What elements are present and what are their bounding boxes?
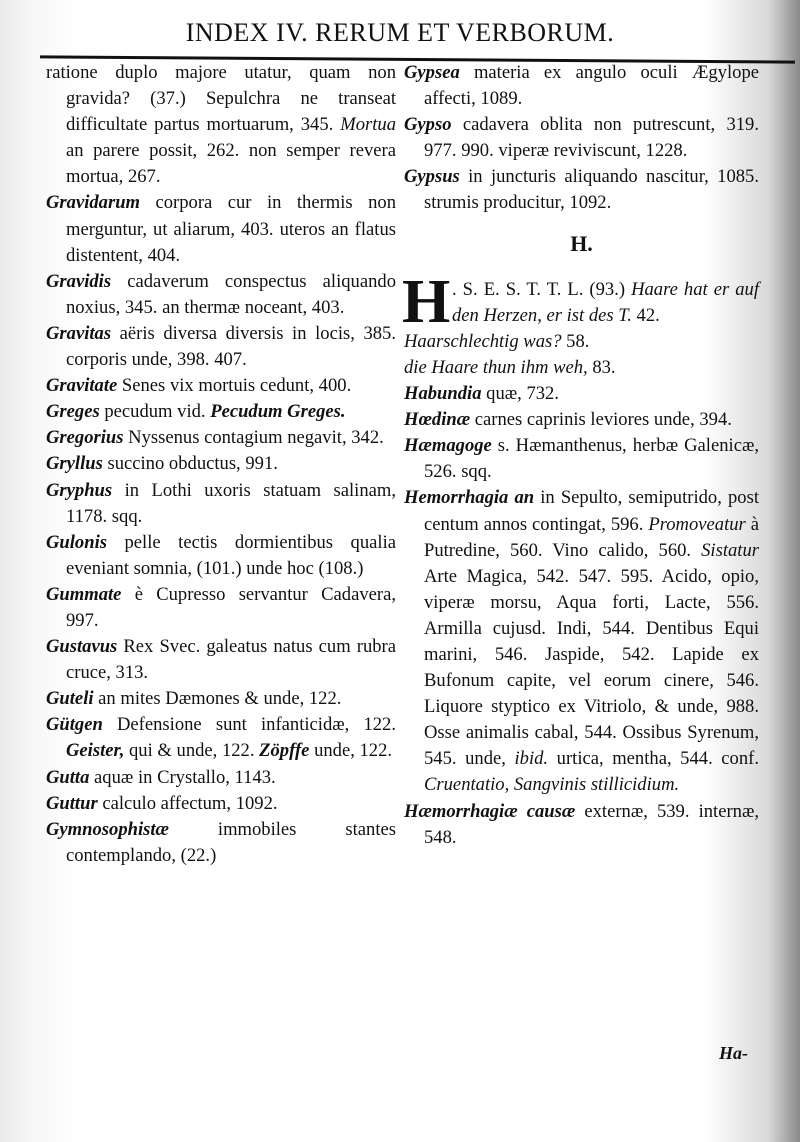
entry-italic-text: Cruentatio, Sangvinis stillicidium.	[424, 774, 680, 796]
right-top-entries	[404, 60, 759, 217]
entry-text: ratione duplo majore utatur, quam non gravida? (37.) Sepulchra ne transeat difficultate partus mortuarum, 345.	[46, 62, 396, 136]
entry-italic-text: Promoveatur	[648, 513, 746, 535]
entry-text: an parere possit, 262. non semper revera mortua, 267.	[66, 140, 396, 188]
index-entry	[46, 269, 396, 321]
index-entry	[404, 381, 759, 407]
entry-headword: Gypsea	[404, 62, 460, 83]
index-entry	[46, 817, 396, 869]
entry-headword: Zöpffe	[259, 740, 310, 762]
entry-text: Rex Svec. galeatus natus cum rubra cruce, 313.	[66, 636, 396, 684]
entry-text: aquæ in Crystallo, 1143.	[89, 766, 276, 788]
right-column	[404, 60, 759, 851]
entry-text: à Putredine, 560. Vino calido, 560.	[424, 513, 759, 561]
entry-headword: Gravidarum	[46, 192, 141, 214]
entry-headword: Greges	[46, 401, 100, 423]
entry-headword: Hæmagoge	[404, 435, 492, 457]
index-entry	[404, 112, 759, 164]
entry-headword: Gustavus	[46, 636, 118, 658]
entry-text: aëris diversa diversis in locis, 385. corporis unde, 398. 407.	[66, 322, 396, 371]
entry-headword: Gravitate	[46, 375, 118, 397]
index-entry	[46, 478, 396, 530]
entry-text: cadaverum conspectus aliquando noxius, 345. an thermæ noceant, 403.	[66, 270, 396, 318]
section-letter: H.	[570, 230, 593, 256]
dropcap-entry	[402, 267, 759, 336]
entry-text: in Lothi uxoris statuam salinam, 1178. sqq.	[66, 479, 396, 527]
running-header: INDEX IV. RERUM ET VERBORUM.	[185, 18, 615, 47]
index-entry	[404, 407, 759, 433]
index-entry	[46, 60, 396, 190]
entry-text: in Sepulto, semiputrido, post centum annos contingat, 596.	[424, 487, 759, 535]
entry-headword: Hœdinæ	[404, 409, 471, 431]
entry-text: pecudum vid.	[99, 401, 211, 423]
entry-headword: Gravidis	[46, 270, 112, 292]
entry-text: unde, 122.	[309, 740, 393, 762]
entry-italic-text: Mortua	[340, 114, 396, 136]
entry-headword: Gutta	[46, 766, 90, 788]
index-entry	[46, 686, 396, 712]
index-entry	[46, 321, 396, 373]
index-entry	[404, 355, 759, 381]
index-entry	[46, 634, 396, 686]
entry-headword: Gypso	[404, 114, 452, 136]
entry-text: 83.	[587, 356, 616, 378]
right-bottom-entries	[404, 329, 759, 851]
entry-text: corpora cur in thermis non merguntur, ut aliarum, 403. uteros an flatus distentent, 404.	[66, 192, 396, 266]
index-entry	[404, 485, 759, 798]
catchword: Ha-	[719, 1043, 748, 1063]
index-entry	[46, 765, 396, 791]
index-entry	[46, 791, 396, 817]
entry-text: Arte Magica, 542. 547. 595. Acido, opio, viperæ morsu, Aqua forti, Lacte, 556. Armilla cujusd. Indi, 544. Dentibus Equi marini, 546. Jaspide, 542. Lapide ex Bufonum capite, vel eorum cinere, 546. Liquore styptico ex Vitriolo, & unde, 988. Osse animalis cabal, 544. Ossibus Syrenum, 545. unde,	[424, 565, 759, 770]
index-entry	[46, 373, 396, 399]
entry-text: qui & unde, 122.	[124, 740, 260, 762]
entry-headword: Geister,	[66, 740, 125, 762]
entry-italic-text: die Haare thun ihm weh,	[404, 356, 588, 378]
entry-text: . S. E. S. T. T. L. (93.)	[452, 278, 632, 300]
entry-headword: Guttur	[46, 792, 98, 814]
entry-text: urtica, mentha, 544. conf.	[548, 748, 759, 770]
entry-italic-text: was?	[523, 330, 562, 352]
entry-headword: Gregorius	[46, 427, 124, 449]
entry-text: in juncturis aliquando nascitur, 1085. strumis producitur, 1092.	[424, 166, 759, 214]
entry-headword: Hæmorrhagiæ causæ	[404, 800, 576, 822]
index-entry	[404, 799, 759, 851]
left-column	[46, 60, 396, 869]
entry-text: 58.	[561, 330, 590, 352]
index-entry	[404, 60, 759, 112]
entry-headword: Gütgen	[46, 714, 103, 736]
entry-italic-text: Sistatur	[701, 539, 759, 561]
entry-text: Senes vix mortuis cedunt, 400.	[117, 375, 352, 397]
entry-headword: Gulonis	[46, 531, 107, 553]
index-entry	[404, 329, 759, 355]
drop-cap: H	[402, 267, 451, 336]
index-entry	[46, 712, 396, 764]
index-entry	[404, 433, 759, 485]
entry-text: Defensione sunt infanticidæ, 122.	[102, 714, 396, 736]
entry-headword: Gryphus	[46, 479, 113, 501]
entry-headword: Gummate	[46, 583, 122, 605]
entry-headword: Guteli	[46, 688, 94, 710]
index-entry	[46, 399, 396, 425]
entry-text: carnes caprinis leviores unde, 394.	[470, 409, 732, 431]
index-entry	[46, 451, 396, 477]
entry-text: cadavera oblita non putrescunt, 319. 977. 990. viperæ reviviscunt, 1228.	[424, 114, 759, 162]
entry-text: s. Hæmanthenus, herbæ Galenicæ, 526. sqq.	[424, 435, 759, 483]
entry-headword: Gypsus	[404, 166, 460, 188]
entry-text: immobiles stantes contemplando, (22.)	[66, 818, 396, 866]
entry-text: an mites Dæmones & unde, 122.	[93, 688, 342, 710]
entry-text: materia ex angulo oculi Ægylope affecti, 1089.	[424, 62, 759, 110]
entry-headword: Gymnosophistæ	[46, 818, 169, 840]
entry-italic-text: ibid.	[514, 748, 549, 770]
entry-headword: Hemorrhagia an	[404, 487, 535, 509]
entry-italic-text: Haare hat er auf den Herzen, er ist des T.	[452, 278, 759, 326]
entry-text: externæ, 539. internæ, 548.	[424, 800, 759, 848]
entry-italic-text: Haarschlechtig	[404, 330, 519, 352]
entry-text: è Cupresso servantur Cadavera, 997.	[66, 583, 396, 631]
entry-text: succino obductus, 991.	[102, 453, 278, 475]
index-entry	[404, 164, 759, 216]
entry-headword: Pecudum Greges.	[210, 401, 346, 423]
entry-text: 42.	[631, 304, 660, 326]
entry-headword: Gryllus	[46, 453, 103, 475]
index-entry	[46, 190, 396, 268]
index-entry	[46, 582, 396, 634]
entry-text: pelle tectis dormientibus qualia eveniant somnia, (101.) unde hoc (108.)	[66, 531, 396, 579]
entry-text: quæ, 732.	[481, 383, 559, 405]
entry-text: Nyssenus contagium negavit, 342.	[123, 427, 384, 449]
index-entry	[46, 530, 396, 582]
entry-headword: Habundia	[404, 383, 482, 405]
entry-headword: Gravitas	[46, 322, 112, 344]
index-entry	[46, 425, 396, 451]
entry-text: calculo affectum, 1092.	[97, 792, 278, 814]
